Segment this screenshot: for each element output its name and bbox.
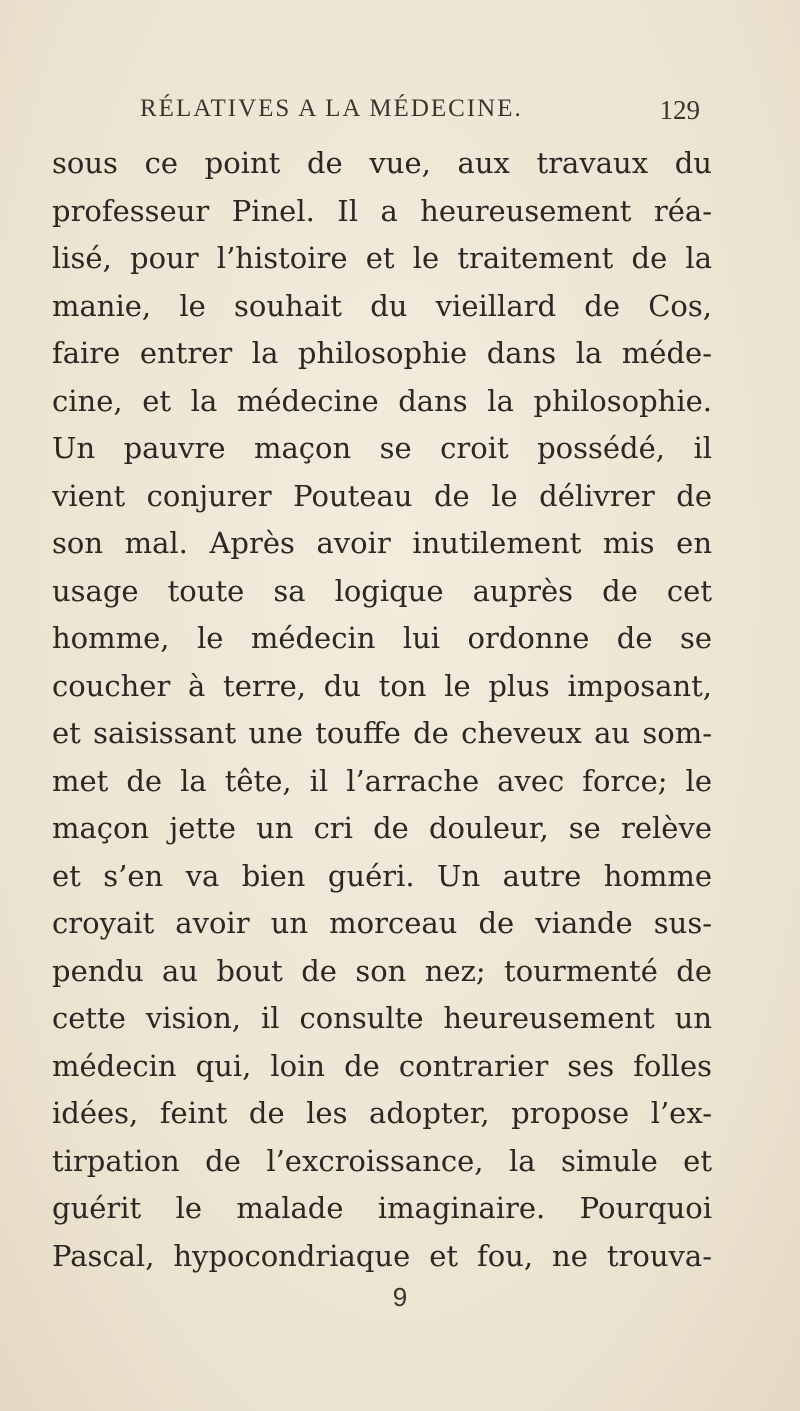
- text-line: faire entrer la philosophie dans la méde-: [52, 336, 712, 370]
- text-line: et saisissant une touffe de cheveux au som-: [52, 716, 712, 750]
- text-line: idées, feint de les adopter, propose l’ex-: [52, 1096, 712, 1130]
- text-line: cine, et la médecine dans la philosophie.: [52, 383, 712, 418]
- text-line: cette vision, il consulte heureusement un: [52, 1001, 712, 1035]
- page-number: 129: [659, 95, 700, 125]
- body-text: [52, 140, 712, 1280]
- signature-mark: 9: [392, 1282, 408, 1312]
- text-line: croyait avoir un morceau de viande sus-: [52, 906, 712, 940]
- text-line: usage toute sa logique auprès de cet: [52, 573, 712, 608]
- running-head: [140, 95, 700, 135]
- text-line: lisé, pour l’histoire et le traitement de la: [52, 241, 712, 275]
- text-line: Un pauvre maçon se croit possédé, il: [52, 431, 712, 465]
- text-line: professeur Pinel. Il a heureusement réa-: [52, 193, 712, 228]
- text-line: tirpation de l’excroissance, la simule et: [52, 1143, 712, 1178]
- text-line: médecin qui, loin de contrarier ses folles: [52, 1048, 712, 1083]
- text-line: manie, le souhait du vieillard de Cos,: [52, 288, 712, 323]
- text-line: guérit le malade imaginaire. Pourquoi: [52, 1191, 712, 1225]
- text-line: sous ce point de vue, aux travaux du: [52, 146, 712, 180]
- text-line: pendu au bout de son nez; tourmenté de: [52, 953, 712, 988]
- text-line: et s’en va bien guéri. Un autre homme: [52, 858, 712, 893]
- text-line: homme, le médecin lui ordonne de se: [52, 621, 712, 655]
- text-line: son mal. Après avoir inutilement mis en: [52, 526, 712, 560]
- text-line: Pascal, hypocondriaque et fou, ne trouva-: [52, 1238, 712, 1273]
- running-title: RÉLATIVES A LA MÉDECINE.: [140, 95, 523, 122]
- text-line: maçon jette un cri de douleur, se relève: [52, 811, 712, 845]
- text-line: met de la tête, il l’arrache avec force; le: [52, 763, 712, 798]
- text-line: coucher à terre, du ton le plus imposant,: [52, 668, 712, 703]
- text-line: vient conjurer Pouteau de le délivrer de: [52, 478, 712, 513]
